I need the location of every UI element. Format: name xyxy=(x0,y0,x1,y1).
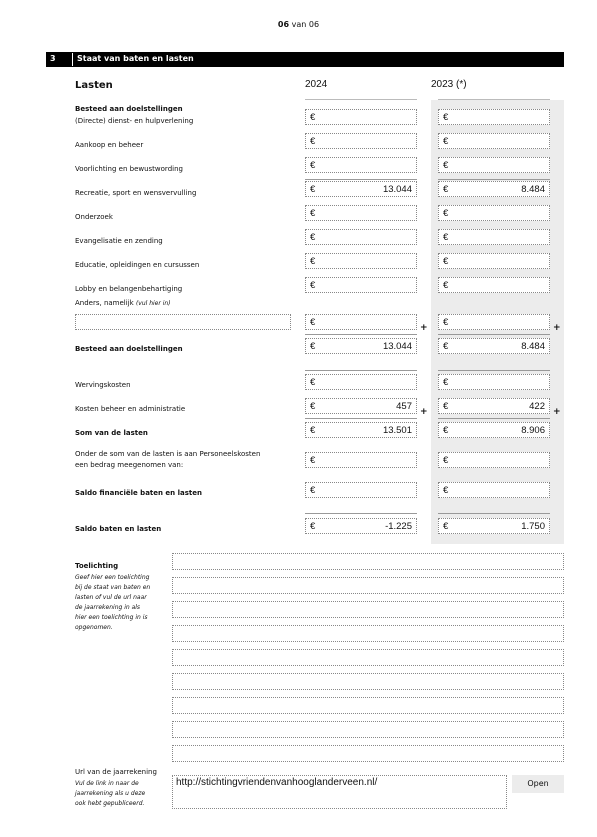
input-voorlichting-2024[interactable]: € xyxy=(305,157,417,173)
toelichting-line[interactable] xyxy=(172,649,564,666)
row-label-aankoop: Aankoop en beheer xyxy=(75,141,144,149)
row-label-personeel-1: Onder de som van de lasten is aan Personeelskosten xyxy=(75,450,261,458)
rule xyxy=(305,418,417,419)
url-help: Vul de link in naar de jaarrekening als u deze ook hebt gepubliceerd. xyxy=(75,780,146,807)
row-label-beheer: Kosten beheer en administratie xyxy=(75,405,186,413)
input-recreatie-2024[interactable]: € 13.044 xyxy=(305,181,417,197)
input-besteed-total-2024[interactable]: € 13.044 xyxy=(305,338,417,354)
input-werving-2024[interactable]: € xyxy=(305,374,417,390)
toelichting-line[interactable] xyxy=(172,721,564,738)
input-som-2023[interactable]: € 8.906 xyxy=(438,422,550,438)
besteed-heading: Besteed aan doelstellingen xyxy=(75,105,183,113)
input-onderzoek-2023[interactable]: € xyxy=(438,205,550,221)
input-beheer-2023[interactable]: € 422 xyxy=(438,398,550,414)
toelichting-help: Geef hier een toelichting bij de staat van baten en lasten of vul de url naar de jaarrekening in als hier een toelichting in is opgenomen. xyxy=(75,574,151,631)
input-personeel-2023[interactable]: € xyxy=(438,452,550,468)
toelichting-line[interactable] xyxy=(172,697,564,714)
input-anders-2023[interactable]: € xyxy=(438,314,550,330)
input-saldo-2023[interactable]: € 1.750 xyxy=(438,518,550,534)
input-werving-2023[interactable]: € xyxy=(438,374,550,390)
input-educatie-2024[interactable]: € xyxy=(305,253,417,269)
input-onderzoek-2024[interactable]: € xyxy=(305,205,417,221)
toelichting-line[interactable] xyxy=(172,553,564,570)
toelichting-line[interactable] xyxy=(172,745,564,762)
rule xyxy=(305,513,417,514)
input-besteed-total-2023[interactable]: € 8.484 xyxy=(438,338,550,354)
section-title: Staat van baten en lasten xyxy=(77,54,194,63)
input-recreatie-2023[interactable]: € 8.484 xyxy=(438,181,550,197)
input-som-2024[interactable]: € 13.501 xyxy=(305,422,417,438)
row-label-lobby: Lobby en belangenbehartiging xyxy=(75,285,183,293)
row-label-financieel: Saldo financiële baten en lasten xyxy=(75,489,202,497)
input-saldo-2024[interactable]: € -1.225 xyxy=(305,518,417,534)
row-label-educatie: Educatie, opleidingen en cursussen xyxy=(75,261,200,269)
input-lobby-2024[interactable]: € xyxy=(305,277,417,293)
open-button[interactable]: Open xyxy=(512,775,564,793)
row-label-onderzoek: Onderzoek xyxy=(75,213,113,221)
rule xyxy=(438,513,550,514)
section-divider xyxy=(72,53,73,66)
input-educatie-2023[interactable]: € xyxy=(438,253,550,269)
row-label-som: Som van de lasten xyxy=(75,429,148,437)
row-label-dienstverlening: (Directe) dienst- en hulpverlening xyxy=(75,117,194,125)
input-evangelisatie-2024[interactable]: € xyxy=(305,229,417,245)
year-2023-header: 2023 (*) xyxy=(431,79,467,90)
row-label-anders: Anders, namelijk (vul hier in) xyxy=(75,299,171,307)
row-label-recreatie: Recreatie, sport en wensvervulling xyxy=(75,189,197,197)
toelichting-line[interactable] xyxy=(172,601,564,618)
input-anders-2024[interactable]: € xyxy=(305,314,417,330)
rule xyxy=(438,418,550,419)
toelichting-line[interactable] xyxy=(172,673,564,690)
input-voorlichting-2023[interactable]: € xyxy=(438,157,550,173)
input-beheer-2024[interactable]: € 457 xyxy=(305,398,417,414)
rule xyxy=(438,370,550,371)
rule xyxy=(305,334,417,335)
row-label-evangelisatie: Evangelisatie en zending xyxy=(75,237,163,245)
row-label-saldo: Saldo baten en lasten xyxy=(75,525,162,533)
row-label-besteed-total: Besteed aan doelstellingen xyxy=(75,345,183,353)
toelichting-line[interactable] xyxy=(172,625,564,642)
plus-sign: + xyxy=(420,407,428,417)
header-rule-2023 xyxy=(438,99,550,100)
plus-sign: + xyxy=(553,407,561,417)
toelichting-title: Toelichting xyxy=(75,562,119,570)
plus-sign: + xyxy=(420,323,428,333)
header-rule-2024 xyxy=(305,99,417,100)
input-financieel-2024[interactable]: € xyxy=(305,482,417,498)
rule xyxy=(305,370,417,371)
row-label-voorlichting: Voorlichting en bewustwording xyxy=(75,165,183,173)
rule xyxy=(305,179,417,180)
input-lobby-2023[interactable]: € xyxy=(438,277,550,293)
input-personeel-2024[interactable]: € xyxy=(305,452,417,468)
row-label-personeel-2: een bedrag meegenomen van: xyxy=(75,461,184,469)
section-number: 3 xyxy=(50,54,56,63)
page-number: 06 van 06 xyxy=(277,20,320,29)
plus-sign: + xyxy=(553,323,561,333)
lasten-heading: Lasten xyxy=(75,80,113,91)
anders-description-input[interactable] xyxy=(75,314,291,330)
input-dienstverlening-2024[interactable]: € xyxy=(305,109,417,125)
year-2024-header: 2024 xyxy=(305,79,328,90)
input-aankoop-2024[interactable]: € xyxy=(305,133,417,149)
input-dienstverlening-2023[interactable]: € xyxy=(438,109,550,125)
toelichting-line[interactable] xyxy=(172,577,564,594)
input-evangelisatie-2023[interactable]: € xyxy=(438,229,550,245)
input-aankoop-2023[interactable]: € xyxy=(438,133,550,149)
url-input[interactable]: http://stichtingvriendenvanhooglanderveen.nl/ xyxy=(172,775,507,809)
rule xyxy=(438,334,550,335)
row-label-werving: Wervingskosten xyxy=(75,381,131,389)
rule xyxy=(438,179,550,180)
url-title: Url van de jaarrekening xyxy=(75,768,157,776)
input-financieel-2023[interactable]: € xyxy=(438,482,550,498)
